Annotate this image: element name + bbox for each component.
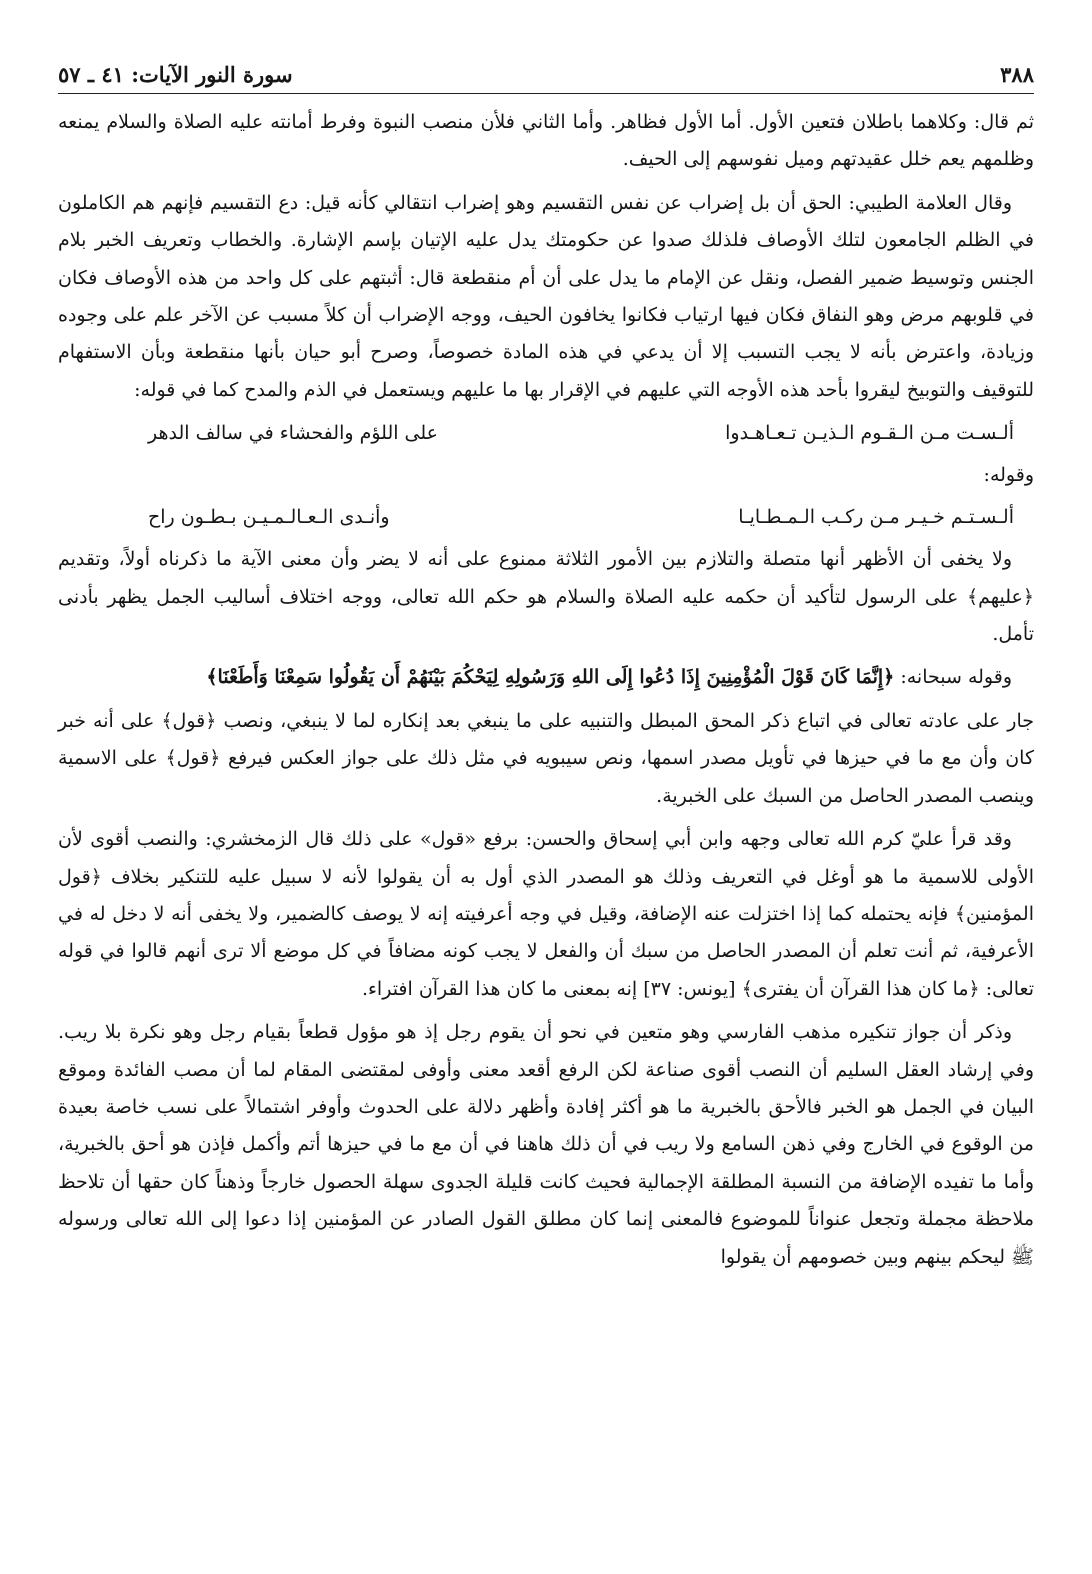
verse-1-second-hemistich: على اللؤم والفحشاء في سالف الدهر	[148, 422, 439, 445]
page-body	[58, 104, 1034, 1276]
poetry-verse-2	[58, 499, 1034, 535]
paragraph-3: ولا يخفى أن الأظهر أنها متصلة والتلازم بين الأمور الثلاثة ممنوع على أنه لا يضر وأن معنى الآية ما ذكرناه أولاً، وتقديم ﴿عليهم﴾ على الرسول لتأكيد أن حكمه عليه الصلاة والسلام هو حكم الله تعالى، ووجه اختلاف أساليب الجمل يظهر بأدنى تأمل.	[58, 548, 1034, 646]
verse-2-first-hemistich: ألـسـتـم خـيـر مـن ركـب الـمـطـايـا	[738, 506, 1014, 529]
paragraph-6: وذكر أن جواز تنكيره مذهب الفارسي وهو متعين في نحو أن يقوم رجل إذ هو مؤول قطعاً بقيام رجل وهو نكرة بلا ريب. وفي إرشاد العقل السليم أن النصب أقوى صناعة لكن الرفع أقعد معنى وأوفى لمقتضى المقام لما أن مصب الفائدة وموقع البيان في الجمل هو الخبر فالأحق بالخبرية ما هو أكثر إفادة وأظهر دلالة على الحدوث وأوفر اشتمالاً على نسب خاصة بعيدة من الوقوع في الخارج وفي ذهن السامع ولا ريب في أن ذلك هاهنا في أن مع ما في حيزها أتم وأكمل فإذن هو أحق بالخبرية، وأما ما تفيده الإضافة من النسبة المطلقة الإجمالية فحيث كانت قليلة الجدوى سهلة الحصول خارجاً وذهناً كان حقها أن تلاحظ ملاحظة مجملة وتجعل عنواناً للموضوع فالمعنى إنما كان مطلق القول الصادر عن المؤمنين إذا دعوا إلى الله تعالى ورسوله ﷺ ليحكم بينهم وبين خصومهم أن يقولوا	[58, 1021, 1034, 1268]
running-header	[58, 62, 1034, 94]
verse-2-second-hemistich: وأنـدى الـعـالـمـيـن بـطـون راح	[148, 506, 390, 529]
page-number: ٣٨٨	[1000, 62, 1034, 87]
running-title: سورة النور الآيات: ٤١ ـ ٥٧	[58, 62, 293, 87]
paragraph-4: جار على عادته تعالى في اتباع ذكر المحق المبطل والتنبيه على ما ينبغي بعد إنكاره لما لا ينبغي، ونصب ﴿قول﴾ على أنه خبر كان وأن مع ما في حيزها في تأويل مصدر اسمها، ونص سيبويه في مثل ذلك على جواز العكس فيرفع ﴿قول﴾ على الاسمية وينصب المصدر الحاصل من السبك على الخبرية.	[58, 709, 1034, 807]
quran-verse-line	[58, 659, 1034, 696]
and-his-saying-label: وقوله:	[983, 464, 1034, 487]
paragraph-1: ثم قال: وكلاهما باطلان فتعين الأول. أما الأول فظاهر. وأما الثاني فلأن منصب النبوة وفرط أمانته عليه الصلاة والسلام يمنعه وظلمهم يعم خلل عقيدتهم وميل نفوسهم إلى الحيف.	[58, 111, 1034, 171]
quran-verse: ﴿إِنَّمَا كَانَ قَوْلَ الْمُؤْمِنِينَ إِذَا دُعُوا إِلَى اللهِ وَرَسُولِهِ لِيَحْكُمَ بَيْنَهُمْ أَن يَقُولُوا سَمِعْنَا وَأَطَعْنَا﴾	[206, 666, 895, 689]
paragraph-2: وقال العلامة الطيبي: الحق أن بل إضراب عن نفس التقسيم وهو إضراب انتقالي كأنه قيل: دع التقسيم فإنهم هم الكاملون في الظلم الجامعون لتلك الأوصاف فلذلك صدوا عن حكومتك يدل عليه الإتيان بإسم الإشارة. والخطاب وتعريف الخبر بلام الجنس وتوسيط ضمير الفصل، ونقل عن الإمام ما يدل على أن أم منقطعة قال: أثبتهم على كل واحد من هذه الأوصاف فكان في قلوبهم مرض وهو النفاق فكان فيها ارتياب فكانوا يخافون الحيف، ووجه الإضراب أن كلاً مسبب عن الآخر علم على وجوده وزيادة، واعترض بأنه لا يجب التسبب إلا أن يدعي في هذه المادة خصوصاً، وصرح أبو حيان بأنها منقطعة وبأن الاستفهام للتوقيف والتوبيخ ليقروا بأحد هذه الأوجه التي عليهم في الإقرار بها ما عليهم ويستعمل في الذم والمدح كما في قوله:	[58, 191, 1034, 401]
verse-1-first-hemistich: ألـسـت مـن الـقـوم الـذيـن تـعـاهـدوا	[725, 422, 1014, 445]
paragraph-5: وقد قرأ عليّ كرم الله تعالى وجهه وابن أبي إسحاق والحسن: برفع «قول» على ذلك قال الزمخشري: والنصب أقوى لأن الأولى للاسمية ما هو أوغل في التعريف وذلك هو المصدر الذي أول به أن يقولوا لأنه لا سبيل عليه للتنكير بخلاف ﴿قول المؤمنين﴾ فإنه يحتمله كما إذا اختزلت عنه الإضافة، وقيل في وجه أعرفيته إنه لا يوصف كالضمير، ولا يخفى أنه لا دخل له في الأعرفية، ثم أنت تعلم أن المصدر الحاصل من سبك أن والفعل لا يجب كونه مضافاً في كل موضع ألا ترى أنهم قالوا في قوله تعالى: ﴿ما كان هذا القرآن أن يفترى﴾ [يونس: ٣٧] إنه بمعنى ما كان هذا القرآن افتراء.	[58, 828, 1034, 1000]
quran-intro: وقوله سبحانه:	[900, 666, 1012, 689]
poetry-verse-1	[58, 415, 1034, 451]
